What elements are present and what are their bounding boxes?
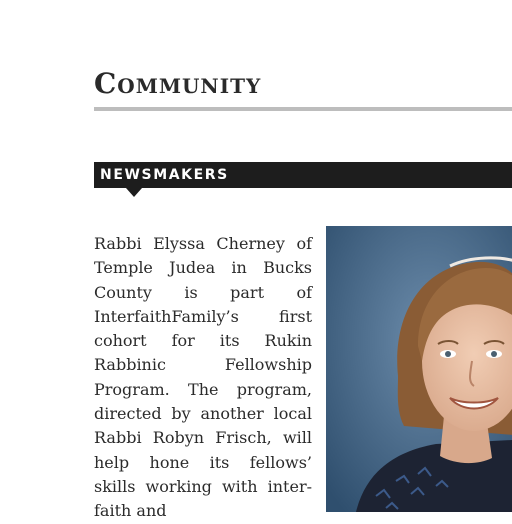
article-body: Rabbi Elyssa Cherney of Temple Judea in Bucks County is part of InterfaithFamily’s first cohort for its Rukin Rabbinic Fellowship Program. The program, directed by another local Rabbi Robyn Frisch, will help hone its fellows’ skills working with inter-faith and: [94, 234, 312, 521]
portrait-photo: [326, 226, 512, 512]
newsmakers-label: NEWSMAKERS: [100, 167, 229, 183]
section-title: Community: [94, 67, 262, 100]
section-divider: [94, 107, 512, 111]
newsmakers-banner: [94, 162, 512, 188]
banner-pointer: [126, 188, 142, 197]
